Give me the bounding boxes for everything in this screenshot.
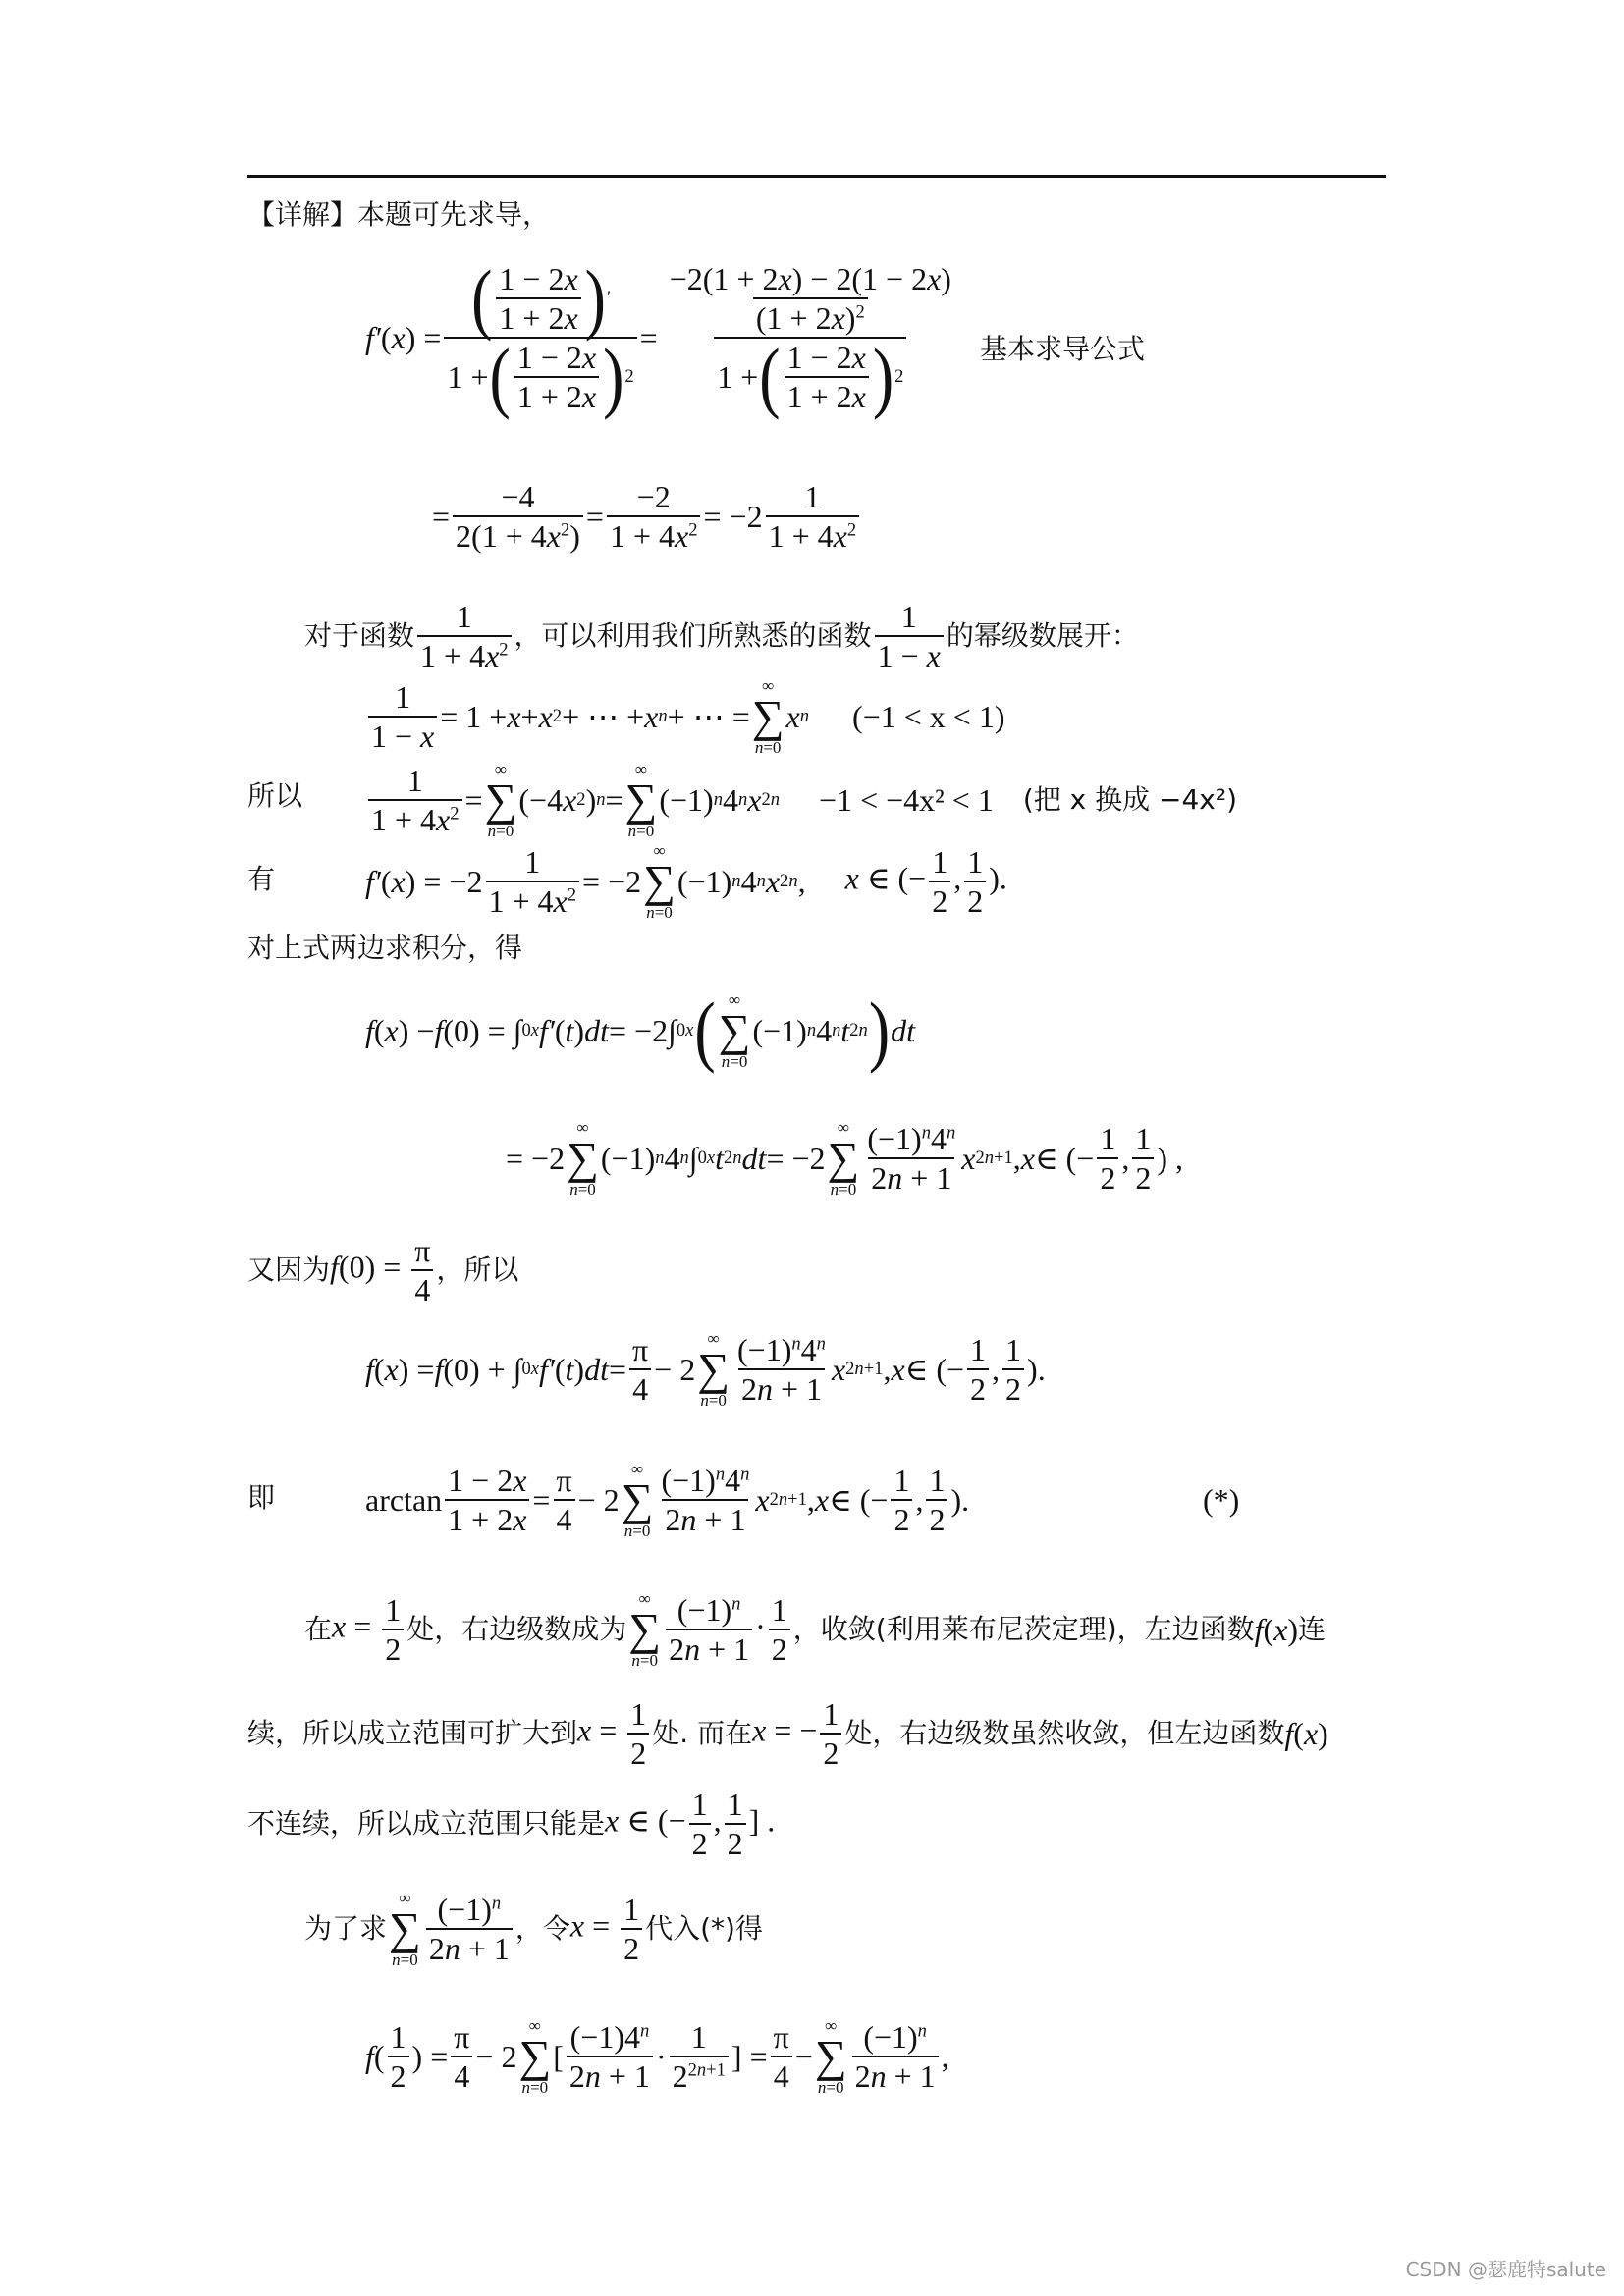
star-label: (*) <box>1203 1482 1240 1518</box>
derivative-series: f′ ( x ) = −2 $\frac{1}{1 + 4x^2}$ = −2 ∞ ∑ n=0 (−1) n 4 n x 2n , x ∈ (− $\frac{1}{2}$ , $\frac{1}{2}$ ). <box>365 841 1007 922</box>
paragraph-3: 不连续，所以成立范围只能是 x ∈ (− $\frac{1}{2}$ , $\frac{1}{2}$ ] . <box>247 1787 776 1861</box>
paragraph-4: 为了求 ∞ ∑ n=0 $\frac{(-1)^n}{2n + 1}$ ，令 x = $\frac{1}{2}$ 代入(*)得 <box>304 1889 763 1969</box>
derivative-frac-1: ( $\frac{1 - 2x}{1 + 2x}$ ) ′ 1 + ( $\frac{1 - 2x}{1 + 2x}$ ) 2 <box>444 263 636 412</box>
so-label: 所以 <box>247 779 303 812</box>
solution-heading: 【详解】本题可先求导， <box>247 198 551 231</box>
substituted-series: $\frac{1}{1 + 4x^2}$ = ∞ ∑ n=0 (−4 x 2 ) n = ∞ ∑ n=0 (−1) n 4 n x 2n −1 < −4x² < 1 (把 x 换成 −4x²) <box>365 761 1237 839</box>
geometric-series: $\frac{1}{1 - x}$ = 1 + x + x 2 + ⋯ + x n + ⋯ = ∞ ∑ n=0 x n (−1 < x < 1) <box>365 677 1004 756</box>
final-equation: f ( $\frac{1}{2}$ ) = $\frac{\pi}{4}$ − 2 ∞ ∑ n=0 [ $\frac{(-1)4^n}{2n + 1}$ · $\frac{1}{2^{2n+1}}$ ] = $\frac{\pi}{4}$ − ∞ ∑ n=0 $\frac{(-1)^n}{2n + 1}$ , <box>365 2016 949 2097</box>
ji-label: 即 <box>247 1481 276 1514</box>
arctan-expansion: arctan $\frac{1 - 2x}{1 + 2x}$ = $\frac{\pi}{4}$ − 2 ∞ ∑ n=0 $\frac{(-1)^n4^n}{2n + 1}$ x 2n+1 , x ∈ (− $\frac{1}{2}$ , $\frac{1}{2}$ ). <box>365 1460 970 1540</box>
also-line: 又因为 f(0) = $\frac{\pi}{4}$ ，所以 <box>247 1233 519 1308</box>
has-label: 有 <box>247 863 276 895</box>
f-expansion: f ( x ) = f (0) + ∫ 0 x f′ ( t ) dt = $\frac{\pi}{4}$ − 2 ∞ ∑ n=0 $\frac{(-1)^n4^n}{2n + 1}$ x 2n+1 , x ∈ (− $\frac{1}{2}$ , $\frac{1}{2}$ ). <box>365 1329 1046 1410</box>
paragraph-2: 续，所以成立范围可扩大到 x = $\frac{1}{2}$ 处. 而在 x = − $\frac{1}{2}$ 处，右边级数虽然收敛，但左边函数 f(x) <box>247 1696 1328 1771</box>
csdn-watermark: CSDN @瑟鹿特salute <box>1405 2258 1606 2281</box>
intro-paragraph: 对于函数 $\frac{1}{1 + 4x^2}$ ，可以利用我们所熟悉的函数 $\frac{1}{1 - x}$ 的幂级数展开： <box>304 599 1139 673</box>
integral-equation: f ( x ) − f (0) = ∫ 0 x f′ ( t ) dt = −2∫ 0 x ( ∞ ∑ n=0 (−1) n 4 n t 2n ) dt <box>365 987 916 1074</box>
integral-result: = −2 ∞ ∑ n=0 (−1) n 4 n ∫ 0 x t 2n dt = −2 ∞ ∑ n=0 $\frac{(-1)^n4^n}{2n + 1}$ x 2n+1 , x ∈ (− $\frac{1}{2}$ , $\frac{1}{2}$ ) , <box>506 1118 1183 1199</box>
derivative-frac-2: $\frac{-2(1 + 2x) - 2(1 - 2x)}{(1 + 2x)^2}$ 1 + ( $\frac{1 - 2x}{1 + 2x}$ ) 2 <box>669 261 951 420</box>
paragraph-1: 在 x = $\frac{1}{2}$ 处，右边级数成为 ∞ ∑ n=0 $\frac{(-1)^n}{2n + 1}$ · $\frac{1}{2}$ ，收敛(利用莱布尼茨定理)，左边函数 f(x) 连 <box>304 1589 1326 1670</box>
top-rule <box>247 175 1386 178</box>
simplification-equation: = $\frac{-4}{2(1 + 4x^2)}$ = $\frac{-2}{1 + 4x^2}$ = −2 $\frac{1}{1 + 4x^2}$ <box>432 481 862 552</box>
derivative-note: 基本求导公式 <box>980 333 1146 365</box>
integrate-text: 对上式两边求积分，得 <box>247 932 523 964</box>
derivative-equation: f′ ( x ) = ( $\frac{1 - 2x}{1 + 2x}$ ) ′ 1 + ( $\frac{1 - 2x}{1 + 2x}$ ) 2 = $\frac{-2(1 + 2x) - 2(1 - 2x)}{(1 + 2x)^2}$ 1 + ( $\frac{1 - 2x}{1 + 2x}$ ) 2 <box>365 263 963 412</box>
